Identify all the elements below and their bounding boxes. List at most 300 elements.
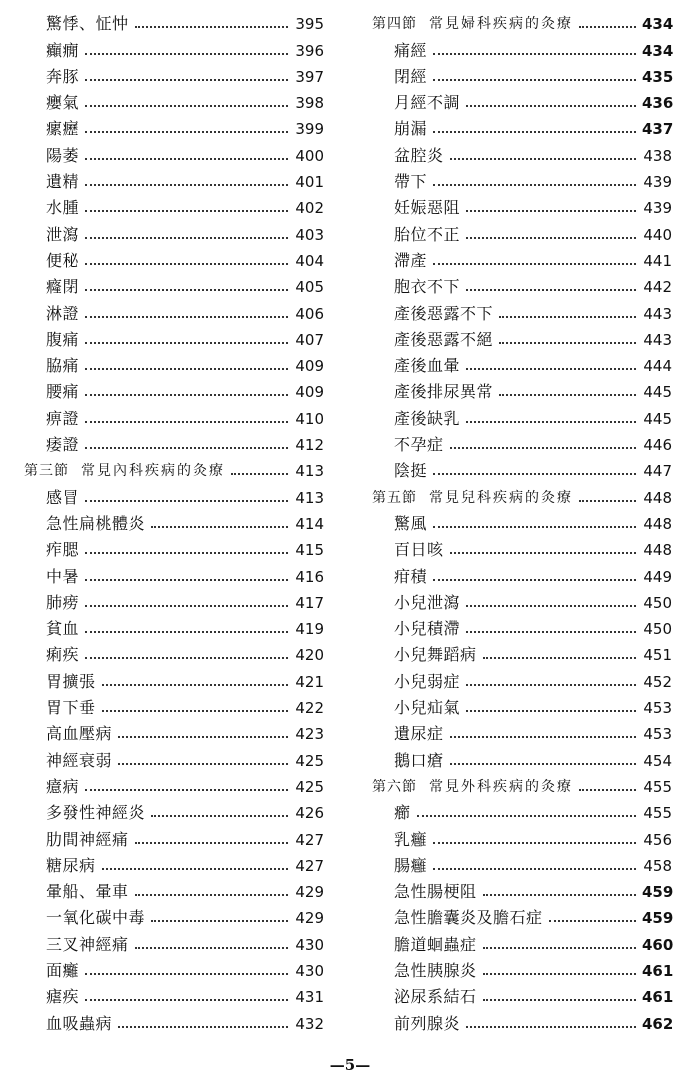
toc-entry (370, 139, 672, 165)
entry-title: 滯產 (394, 250, 428, 270)
toc-entry (370, 218, 672, 244)
entry-title: 胞衣不下 (394, 277, 461, 297)
toc-entry (370, 113, 672, 139)
dot-leader (118, 1026, 288, 1028)
entry-title: 帶下 (394, 172, 428, 192)
page-number: 402 (295, 199, 324, 218)
dot-leader (549, 920, 636, 922)
entry-title: 產後血暈 (394, 356, 461, 376)
entry-title: 癃閉 (46, 277, 80, 297)
page-number: 427 (295, 830, 324, 849)
dot-leader (466, 1026, 636, 1028)
entry-title: 一氧化碳中毒 (46, 908, 146, 928)
entry-title: 百日咳 (394, 540, 444, 560)
page-number: 454 (643, 751, 672, 770)
toc-entry (370, 402, 672, 428)
dot-leader (85, 657, 288, 659)
page-number: 430 (295, 935, 324, 954)
toc-entry (22, 639, 324, 665)
toc-entry (22, 245, 324, 271)
toc-entry (22, 797, 324, 823)
entry-title: 閉經 (394, 66, 428, 86)
dot-leader (450, 447, 636, 449)
entry-title: 感冒 (46, 487, 80, 507)
dot-leader (450, 763, 636, 765)
dot-leader (483, 657, 636, 659)
section-title (24, 461, 225, 481)
toc-entry (22, 534, 324, 560)
entry-title: 驚悸、怔忡 (46, 14, 129, 34)
entry-title: 腹痛 (46, 329, 80, 349)
entry-title: 肋間神經痛 (46, 829, 129, 849)
toc-entry (370, 587, 672, 613)
toc-entry (22, 61, 324, 87)
section-label: 第六節 (372, 778, 417, 795)
page-number: 434 (642, 41, 674, 60)
dot-leader (466, 237, 636, 239)
page-number: 459 (642, 883, 674, 902)
section-name: 常見外科疾病的灸療 (429, 778, 573, 795)
page-number: 439 (643, 199, 672, 218)
toc-entry (22, 876, 324, 902)
toc-section-heading (22, 455, 324, 481)
page-number: 399 (295, 120, 324, 139)
toc-entry (370, 455, 672, 481)
page-number: 430 (295, 961, 324, 980)
page-number: 437 (642, 120, 674, 139)
toc-entry (22, 613, 324, 639)
dot-leader (579, 789, 636, 791)
entry-title: 癔病 (46, 776, 80, 796)
toc-column-left (22, 8, 324, 1034)
toc-entry (22, 692, 324, 718)
entry-title: 癤 (394, 803, 411, 823)
toc-entry (22, 271, 324, 297)
page-number: 395 (295, 15, 324, 34)
page-number: 442 (643, 278, 672, 297)
page-number: 425 (295, 751, 324, 770)
page-number: 425 (295, 777, 324, 796)
page-number: 431 (295, 988, 324, 1007)
entry-title: 痹證 (46, 408, 80, 428)
section-label: 第五節 (372, 489, 417, 506)
toc-entry (22, 928, 324, 954)
toc-entry (370, 508, 672, 534)
toc-entry (370, 613, 672, 639)
toc-entry (22, 87, 324, 113)
page-number: 445 (643, 409, 672, 428)
page-number: 459 (642, 909, 674, 928)
page-number: 419 (295, 620, 324, 639)
page-number: 443 (643, 330, 672, 349)
toc-entry (22, 402, 324, 428)
page-number: 462 (642, 1014, 674, 1033)
entry-title: 不孕症 (394, 435, 444, 455)
entry-title: 瘧疾 (46, 987, 80, 1007)
section-name: 常見婦科疾病的灸療 (429, 16, 573, 33)
toc-entry (22, 481, 324, 507)
page-number: 401 (295, 173, 324, 192)
section-title (372, 777, 573, 797)
dot-leader (499, 394, 636, 396)
toc-entry (370, 823, 672, 849)
page-number: 429 (295, 883, 324, 902)
entry-title: 癲癇 (46, 40, 80, 60)
entry-title: 三叉神經痛 (46, 934, 129, 954)
page-number: 449 (643, 567, 672, 586)
dot-leader (433, 131, 636, 133)
section-name: 常見兒科疾病的灸療 (429, 489, 573, 506)
toc-entry (370, 350, 672, 376)
toc-entry (370, 665, 672, 691)
entry-title: 急性扁桃體炎 (46, 513, 146, 533)
dot-leader (85, 368, 288, 370)
page-number: 453 (643, 699, 672, 718)
toc-entry (22, 850, 324, 876)
dot-leader (450, 736, 636, 738)
section-title (372, 488, 573, 508)
entry-title: 瘰癧 (46, 119, 80, 139)
page-number: 434 (642, 15, 674, 34)
dot-leader (85, 53, 288, 55)
toc-entry (22, 587, 324, 613)
entry-title: 急性腸梗阻 (394, 882, 477, 902)
entry-title: 泄瀉 (46, 224, 80, 244)
dot-leader (85, 421, 288, 423)
page-number: 450 (643, 620, 672, 639)
toc-entry (22, 192, 324, 218)
entry-title: 高血壓病 (46, 724, 113, 744)
dot-leader (499, 316, 636, 318)
dot-leader (135, 26, 288, 28)
page-number: 446 (643, 436, 672, 455)
page-number: 414 (295, 514, 324, 533)
toc-entry (370, 797, 672, 823)
page-number: 441 (643, 251, 672, 270)
toc-entry (370, 87, 672, 113)
dot-leader (85, 999, 288, 1001)
entry-title: 痿證 (46, 435, 80, 455)
dot-leader (85, 789, 288, 791)
entry-title: 便秘 (46, 250, 80, 270)
entry-title: 產後惡露不絕 (394, 329, 494, 349)
entry-title: 腸癰 (394, 855, 428, 875)
section-title (372, 14, 573, 34)
dot-leader (135, 947, 288, 949)
entry-title: 前列腺炎 (394, 1013, 461, 1033)
toc-entry (370, 192, 672, 218)
toc-entry (22, 744, 324, 770)
page-footer-number: —5— (329, 1056, 371, 1074)
entry-title: 水腫 (46, 198, 80, 218)
dot-leader (579, 26, 636, 28)
dot-leader (85, 184, 288, 186)
dot-leader (85, 131, 288, 133)
toc-entry (370, 981, 672, 1007)
entry-title: 遺精 (46, 172, 80, 192)
entry-title: 面癱 (46, 960, 80, 980)
dot-leader (85, 289, 288, 291)
page-number: 448 (643, 514, 672, 533)
page-number: 444 (643, 357, 672, 376)
toc-entry (22, 350, 324, 376)
dot-leader (499, 342, 636, 344)
page-number: 461 (642, 961, 674, 980)
toc-section-heading (370, 481, 672, 507)
page-number: 452 (643, 672, 672, 691)
dot-leader (85, 631, 288, 633)
page-number: 423 (295, 725, 324, 744)
dot-leader (433, 526, 636, 528)
entry-title: 小兒疝氣 (394, 698, 461, 718)
toc-entry (370, 902, 672, 928)
toc-entry (22, 902, 324, 928)
dot-leader (85, 500, 288, 502)
entry-title: 神經衰弱 (46, 750, 113, 770)
page-number: 397 (295, 67, 324, 86)
dot-leader (85, 158, 288, 160)
section-label: 第四節 (372, 16, 417, 33)
page-number: 413 (295, 462, 324, 481)
dot-leader (85, 263, 288, 265)
page-number: 409 (295, 357, 324, 376)
entry-title: 妊娠惡阻 (394, 198, 461, 218)
toc-entry (370, 744, 672, 770)
page-number: 447 (643, 462, 672, 481)
dot-leader (151, 815, 288, 817)
toc-entry (370, 928, 672, 954)
dot-leader (85, 447, 288, 449)
dot-leader (85, 973, 288, 975)
entry-title: 脇痛 (46, 356, 80, 376)
page-number: 450 (643, 593, 672, 612)
toc-entry (22, 981, 324, 1007)
entry-title: 崩漏 (394, 119, 428, 139)
entry-title: 胎位不正 (394, 224, 461, 244)
dot-leader (433, 579, 636, 581)
toc-entry (22, 166, 324, 192)
toc-entry (22, 8, 324, 34)
entry-title: 驚風 (394, 513, 428, 533)
entry-title: 急性膽囊炎及膽石症 (394, 908, 543, 928)
entry-title: 盆腔炎 (394, 145, 444, 165)
page-number: 451 (643, 646, 672, 665)
page-number: 426 (295, 804, 324, 823)
page-number: 398 (295, 94, 324, 113)
entry-title: 急性胰腺炎 (394, 960, 477, 980)
dot-leader (417, 815, 636, 817)
dot-leader (450, 158, 636, 160)
dot-leader (85, 342, 288, 344)
page-number: 409 (295, 383, 324, 402)
dot-leader (433, 842, 636, 844)
dot-leader (85, 79, 288, 81)
dot-leader (466, 605, 636, 607)
dot-leader (85, 579, 288, 581)
dot-leader (579, 500, 636, 502)
entry-title: 痄腮 (46, 540, 80, 560)
dot-leader (466, 684, 636, 686)
toc-entry (22, 665, 324, 691)
entry-title: 淋證 (46, 303, 80, 323)
toc-entry (370, 718, 672, 744)
page-number: 400 (295, 146, 324, 165)
entry-title: 糖尿病 (46, 855, 96, 875)
dot-leader (466, 210, 636, 212)
toc-entry (22, 34, 324, 60)
page-number: 396 (295, 41, 324, 60)
toc-entry (22, 113, 324, 139)
dot-leader (466, 289, 636, 291)
dot-leader (85, 105, 288, 107)
entry-title: 小兒積滯 (394, 619, 461, 639)
entry-title: 膽道蛔蟲症 (394, 934, 477, 954)
entry-title: 血吸蟲病 (46, 1013, 113, 1033)
entry-title: 泌尿系結石 (394, 987, 477, 1007)
toc-section-heading (370, 771, 672, 797)
entry-title: 胃擴張 (46, 671, 96, 691)
entry-title: 陰挺 (394, 461, 428, 481)
page-number: 436 (642, 94, 674, 113)
dot-leader (102, 684, 288, 686)
dot-leader (433, 868, 636, 870)
toc-entry (22, 823, 324, 849)
toc-entry (370, 324, 672, 350)
page-number: 416 (295, 567, 324, 586)
entry-title: 貧血 (46, 619, 80, 639)
dot-leader (466, 368, 636, 370)
page-number: 458 (643, 856, 672, 875)
page-number: 420 (295, 646, 324, 665)
toc-entry (22, 560, 324, 586)
entry-title: 乳癰 (394, 829, 428, 849)
toc-entry (370, 955, 672, 981)
toc-entry (370, 534, 672, 560)
toc-entry (370, 850, 672, 876)
dot-leader (85, 394, 288, 396)
entry-title: 小兒舞蹈病 (394, 645, 477, 665)
toc-entry (370, 297, 672, 323)
page-number: 415 (295, 541, 324, 560)
section-label: 第三節 (24, 463, 69, 480)
toc-entry (370, 34, 672, 60)
page-number: 403 (295, 225, 324, 244)
toc-entry (370, 245, 672, 271)
toc-entry (22, 429, 324, 455)
entry-title: 肺痨 (46, 592, 80, 612)
toc-entry (22, 139, 324, 165)
page-number: 445 (643, 383, 672, 402)
dot-leader (466, 105, 636, 107)
page-number: 460 (642, 935, 674, 954)
page-number: 455 (643, 777, 672, 796)
dot-leader (483, 947, 636, 949)
page-number: 443 (643, 304, 672, 323)
dot-leader (102, 710, 288, 712)
dot-leader (151, 526, 288, 528)
toc-entry (370, 639, 672, 665)
page-number: 407 (295, 330, 324, 349)
entry-title: 癭氣 (46, 93, 80, 113)
dot-leader (483, 999, 636, 1001)
toc-entry (22, 718, 324, 744)
page-number: 440 (643, 225, 672, 244)
entry-title: 痢疾 (46, 645, 80, 665)
dot-leader (85, 210, 288, 212)
toc-entry (22, 508, 324, 534)
toc-column-right (370, 8, 672, 1034)
entry-title: 產後惡露不下 (394, 303, 494, 323)
entry-title: 暈船、暈車 (46, 882, 129, 902)
toc-entry (22, 1007, 324, 1033)
dot-leader (118, 736, 288, 738)
toc-entry (370, 376, 672, 402)
section-name: 常見內科疾病的灸療 (81, 463, 225, 480)
toc-entry (370, 560, 672, 586)
dot-leader (433, 473, 636, 475)
toc-entry (370, 876, 672, 902)
page-number: 435 (642, 67, 674, 86)
page-number: 413 (295, 488, 324, 507)
dot-leader (85, 237, 288, 239)
page-number: 427 (295, 856, 324, 875)
dot-leader (466, 710, 636, 712)
entry-title: 疳積 (394, 566, 428, 586)
entry-title: 產後排尿異常 (394, 382, 494, 402)
entry-title: 鵝口瘡 (394, 750, 444, 770)
page-number: 412 (295, 436, 324, 455)
dot-leader (85, 605, 288, 607)
dot-leader (85, 316, 288, 318)
page-number: 438 (643, 146, 672, 165)
page-number: 448 (643, 488, 672, 507)
entry-title: 產後缺乳 (394, 408, 461, 428)
dot-leader (450, 552, 636, 554)
entry-title: 小兒弱症 (394, 671, 461, 691)
page-number: 429 (295, 909, 324, 928)
dot-leader (466, 631, 636, 633)
entry-title: 胃下垂 (46, 698, 96, 718)
page-number: 432 (295, 1014, 324, 1033)
toc-entry (22, 324, 324, 350)
dot-leader (433, 79, 636, 81)
page-number: 410 (295, 409, 324, 428)
dot-leader (118, 763, 288, 765)
dot-leader (483, 973, 636, 975)
dot-leader (483, 894, 636, 896)
dot-leader (466, 421, 636, 423)
page-number: 455 (643, 804, 672, 823)
toc-entry (22, 218, 324, 244)
toc-entry (370, 692, 672, 718)
dot-leader (433, 184, 636, 186)
toc-entry (370, 166, 672, 192)
page-number: 405 (295, 278, 324, 297)
entry-title: 腰痛 (46, 382, 80, 402)
toc-entry (370, 1007, 672, 1033)
toc-entry (22, 771, 324, 797)
dot-leader (85, 552, 288, 554)
toc-entry (370, 429, 672, 455)
toc-entry (370, 271, 672, 297)
dot-leader (231, 473, 288, 475)
entry-title: 陽萎 (46, 145, 80, 165)
toc-entry (22, 297, 324, 323)
entry-title: 痛經 (394, 40, 428, 60)
dot-leader (433, 263, 636, 265)
dot-leader (151, 920, 288, 922)
page-number: 417 (295, 593, 324, 612)
